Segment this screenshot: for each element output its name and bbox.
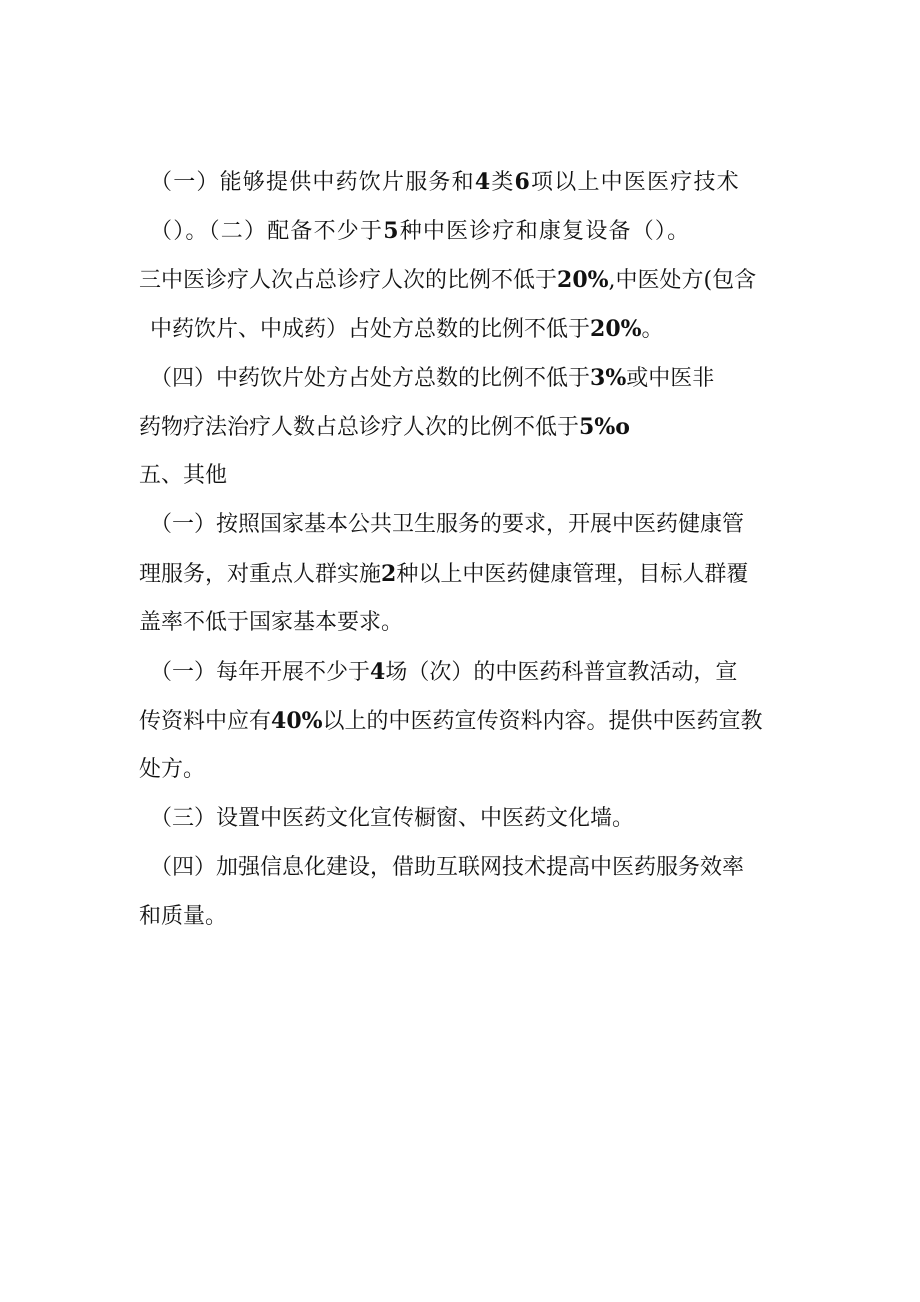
paragraph-line-2: （）。（二）配备不少于5种中医诊疗和康复设备（）。 [150,218,691,244]
paragraph-line-4: 中药饮片、中成药）占处方总数的比例不低于20%。 [150,316,664,342]
paragraph-line-10: 盖率不低于国家基本要求。 [139,610,404,635]
paragraph-line-13: 处方。 [139,757,206,782]
paragraph-line-16: 和质量。 [139,904,228,929]
paragraph-line-15: （四）加强信息化建设，借助互联网技术提高中医药服务效率 [150,855,745,880]
paragraph-line-12: 传资料中应有40%以上的中医药宣传资料内容。提供中医药宣教 [139,708,763,734]
paragraph-line-11: （一）每年开展不少于4场（次）的中医药科普宣教活动，宣 [150,659,738,685]
paragraph-line-3: 三中医诊疗人次占总诊疗人次的比例不低于20%,中医处方(包含 [139,267,757,293]
section-heading-other: 五、其他 [139,463,228,488]
paragraph-line-14: （三）设置中医药文化宣传橱窗、中医药文化墙。 [150,806,635,831]
paragraph-line-9: 理服务，对重点人群实施2种以上中医药健康管理，目标人群覆 [139,561,749,587]
paragraph-line-6: 药物疗法治疗人数占总诊疗人次的比例不低于5%o [139,414,630,440]
paragraph-line-1: （一）能够提供中药饮片服务和4类6项以上中医医疗技术 [150,169,740,195]
paragraph-line-8: （一）按照国家基本公共卫生服务的要求，开展中医药健康管 [150,512,745,537]
paragraph-line-5: （四）中药饮片处方占处方总数的比例不低于3%或中医非 [150,365,715,391]
